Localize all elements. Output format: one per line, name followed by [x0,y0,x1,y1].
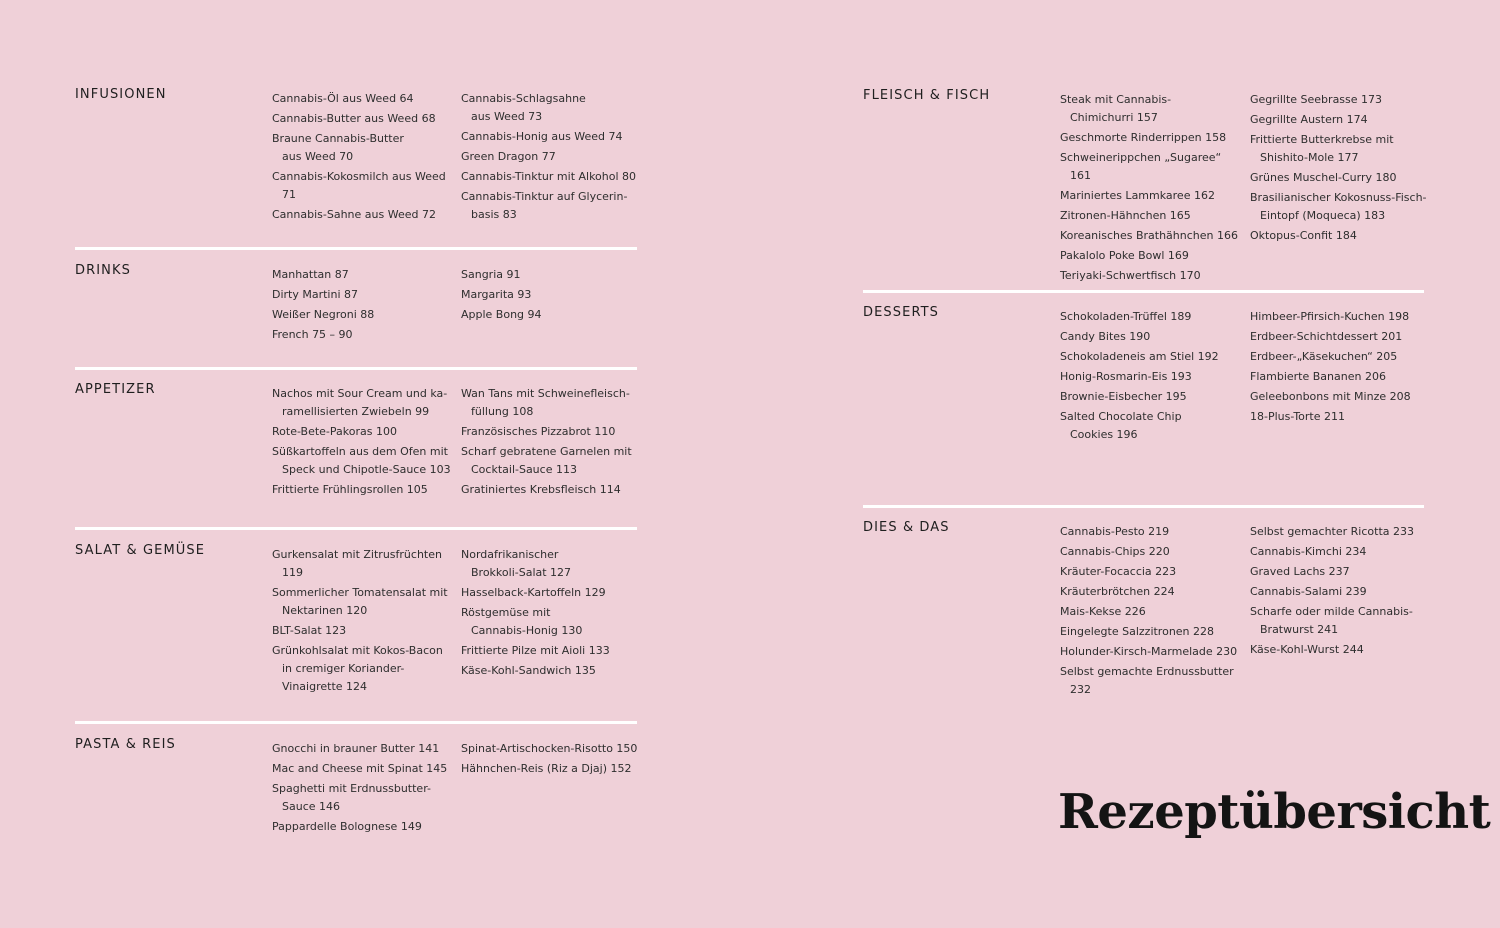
recipe-entry: Grünkohlsalat mit Kokos-Bacon in cremiger Koriander- Vinaigrette 124 [272,644,443,693]
recipe-entry: Weißer Negroni 88 [272,308,375,321]
recipe-entry: Wan Tans mit Schweinefleisch- füllung 108 [461,387,630,418]
recipe-entry: Oktopus-Confit 184 [1250,229,1357,242]
recipe-entry: Cannabis-Chips 220 [1060,545,1170,558]
recipe-entry: Green Dragon 77 [461,150,556,163]
recipe-entry: Honig-Rosmarin-Eis 193 [1060,370,1192,383]
page-title: Rezeptübersicht [1058,784,1491,840]
recipe-entry: Flambierte Bananen 206 [1250,370,1386,383]
section-divider [75,527,637,530]
recipe-column-2 [1250,91,1436,247]
recipe-column-1 [272,385,454,501]
recipe-entry: Süßkartoffeln aus dem Ofen mit Speck und Chipotle-Sauce 103 [272,445,451,476]
section-divider [75,721,637,724]
recipe-column-1 [1060,308,1244,446]
recipe-entry: Geleebonbons mit Minze 208 [1250,390,1411,403]
recipe-entry: Scharf gebratene Garnelen mit Cocktail-Sauce 113 [461,445,632,476]
recipe-entry: Cannabis-Honig aus Weed 74 [461,130,623,143]
recipe-entry: Schweinerippchen „Sugaree“ 161 [1060,151,1222,182]
recipe-entry: Geschmorte Rinderrippen 158 [1060,131,1227,144]
recipe-entry: Spaghetti mit Erdnussbutter- Sauce 146 [272,782,431,813]
recipe-entry: Frittierte Butterkrebse mit Shishito-Mole 177 [1250,133,1394,164]
section-title: INFUSIONEN [75,87,167,102]
recipe-entry: Gegrillte Seebrasse 173 [1250,93,1383,106]
recipe-entry: French 75 – 90 [272,328,353,341]
recipe-entry: Graved Lachs 237 [1250,565,1350,578]
recipe-entry: Eingelegte Salzzitronen 228 [1060,625,1215,638]
section-title: DRINKS [75,263,131,278]
recipe-entry: Hähnchen-Reis (Riz a Djaj) 152 [461,762,632,775]
section-title: DIES & DAS [863,520,950,535]
section-divider [75,367,637,370]
recipe-column-1 [272,90,454,226]
recipe-entry: Nachos mit Sour Cream und ka- ramellisierten Zwiebeln 99 [272,387,448,418]
recipe-entry: Salted Chocolate Chip Cookies 196 [1060,410,1182,441]
recipe-column-1 [272,546,454,698]
recipe-entry: Grünes Muschel-Curry 180 [1250,171,1397,184]
recipe-entry: Cannabis-Tinktur auf Glycerin- basis 83 [461,190,628,221]
recipe-entry: 18-Plus-Torte 211 [1250,410,1345,423]
recipe-entry: Kräuter-Focaccia 223 [1060,565,1177,578]
recipe-entry: Röstgemüse mit Cannabis-Honig 130 [461,606,583,637]
section-title: FLEISCH & FISCH [863,88,991,103]
recipe-column-2 [1250,523,1436,661]
recipe-entry: Sommerlicher Tomatensalat mit Nektarinen 120 [272,586,448,617]
recipe-entry: Holunder-Kirsch-Marmelade 230 [1060,645,1238,658]
recipe-column-2 [461,740,641,780]
recipe-entry: Schokoladen-Trüffel 189 [1060,310,1192,323]
recipe-entry: Käse-Kohl-Sandwich 135 [461,664,596,677]
recipe-entry: Brownie-Eisbecher 195 [1060,390,1187,403]
recipe-entry: Erdbeer-„Käsekuchen“ 205 [1250,350,1398,363]
recipe-entry: Rote-Bete-Pakoras 100 [272,425,397,438]
recipe-entry: Gratiniertes Krebsfleisch 114 [461,483,621,496]
recipe-entry: Apple Bong 94 [461,308,542,321]
recipe-entry: Cannabis-Öl aus Weed 64 [272,92,414,105]
recipe-column-2 [461,90,641,226]
recipe-entry: Frittierte Frühlingsrollen 105 [272,483,428,496]
recipe-entry: Selbst gemachter Ricotta 233 [1250,525,1414,538]
recipe-entry: Französisches Pizzabrot 110 [461,425,616,438]
recipe-entry: Koreanisches Brathähnchen 166 [1060,229,1238,242]
recipe-column-1 [1060,91,1244,287]
section-title: PASTA & REIS [75,737,176,752]
recipe-entry: Cannabis-Salami 239 [1250,585,1367,598]
recipe-entry: Cannabis-Pesto 219 [1060,525,1170,538]
recipe-entry: Hasselback-Kartoffeln 129 [461,586,606,599]
recipe-entry: Kräuterbrötchen 224 [1060,585,1175,598]
recipe-entry: Cannabis-Sahne aus Weed 72 [272,208,436,221]
recipe-entry: Cannabis-Schlagsahne aus Weed 73 [461,92,586,123]
section-title: SALAT & GEMÜSE [75,543,206,558]
recipe-entry: BLT-Salat 123 [272,624,347,637]
recipe-entry: Gurkensalat mit Zitrusfrüchten 119 [272,548,442,579]
recipe-entry: Schokoladeneis am Stiel 192 [1060,350,1219,363]
section-divider [75,247,637,250]
recipe-column-1 [272,266,454,346]
recipe-entry: Sangria 91 [461,268,521,281]
recipe-entry: Käse-Kohl-Wurst 244 [1250,643,1364,656]
section-title: DESSERTS [863,305,940,320]
recipe-entry: Cannabis-Tinktur mit Alkohol 80 [461,170,637,183]
recipe-entry: Scharfe oder milde Cannabis- Bratwurst 241 [1250,605,1413,636]
recipe-entry: Nordafrikanischer Brokkoli-Salat 127 [461,548,572,579]
recipe-entry: Pakalolo Poke Bowl 169 [1060,249,1189,262]
recipe-column-1 [272,740,454,838]
recipe-entry: Frittierte Pilze mit Aioli 133 [461,644,610,657]
recipe-column-1 [1060,523,1244,701]
recipe-entry: Erdbeer-Schichtdessert 201 [1250,330,1403,343]
recipe-entry: Cannabis-Butter aus Weed 68 [272,112,436,125]
recipe-entry: Cannabis-Kimchi 234 [1250,545,1367,558]
section-divider [863,290,1424,293]
recipe-entry: Mac and Cheese mit Spinat 145 [272,762,448,775]
recipe-entry: Teriyaki-Schwertfisch 170 [1060,269,1201,282]
recipe-entry: Brasilianischer Kokosnuss-Fisch- Eintopf (Moqueca) 183 [1250,191,1427,222]
recipe-entry: Pappardelle Bolognese 149 [272,820,422,833]
recipe-column-2 [461,266,641,326]
recipe-entry: Cannabis-Kokosmilch aus Weed 71 [272,170,446,201]
section-title: APPETIZER [75,382,156,397]
recipe-entry: Manhattan 87 [272,268,349,281]
recipe-column-2 [1250,308,1436,428]
recipe-entry: Mariniertes Lammkaree 162 [1060,189,1215,202]
recipe-entry: Mais-Kekse 226 [1060,605,1146,618]
recipe-column-2 [461,385,641,501]
recipe-entry: Steak mit Cannabis- Chimichurri 157 [1060,93,1172,124]
recipe-entry: Zitronen-Hähnchen 165 [1060,209,1191,222]
recipe-entry: Himbeer-Pfirsich-Kuchen 198 [1250,310,1410,323]
recipe-column-2 [461,546,641,682]
recipe-entry: Braune Cannabis-Butter aus Weed 70 [272,132,404,163]
recipe-entry: Selbst gemachte Erdnussbutter 232 [1060,665,1234,696]
section-divider [863,505,1424,508]
recipe-entry: Gnocchi in brauner Butter 141 [272,742,440,755]
recipe-entry: Spinat-Artischocken-Risotto 150 [461,742,638,755]
recipe-entry: Candy Bites 190 [1060,330,1151,343]
recipe-entry: Gegrillte Austern 174 [1250,113,1368,126]
recipe-entry: Margarita 93 [461,288,532,301]
recipe-entry: Dirty Martini 87 [272,288,359,301]
